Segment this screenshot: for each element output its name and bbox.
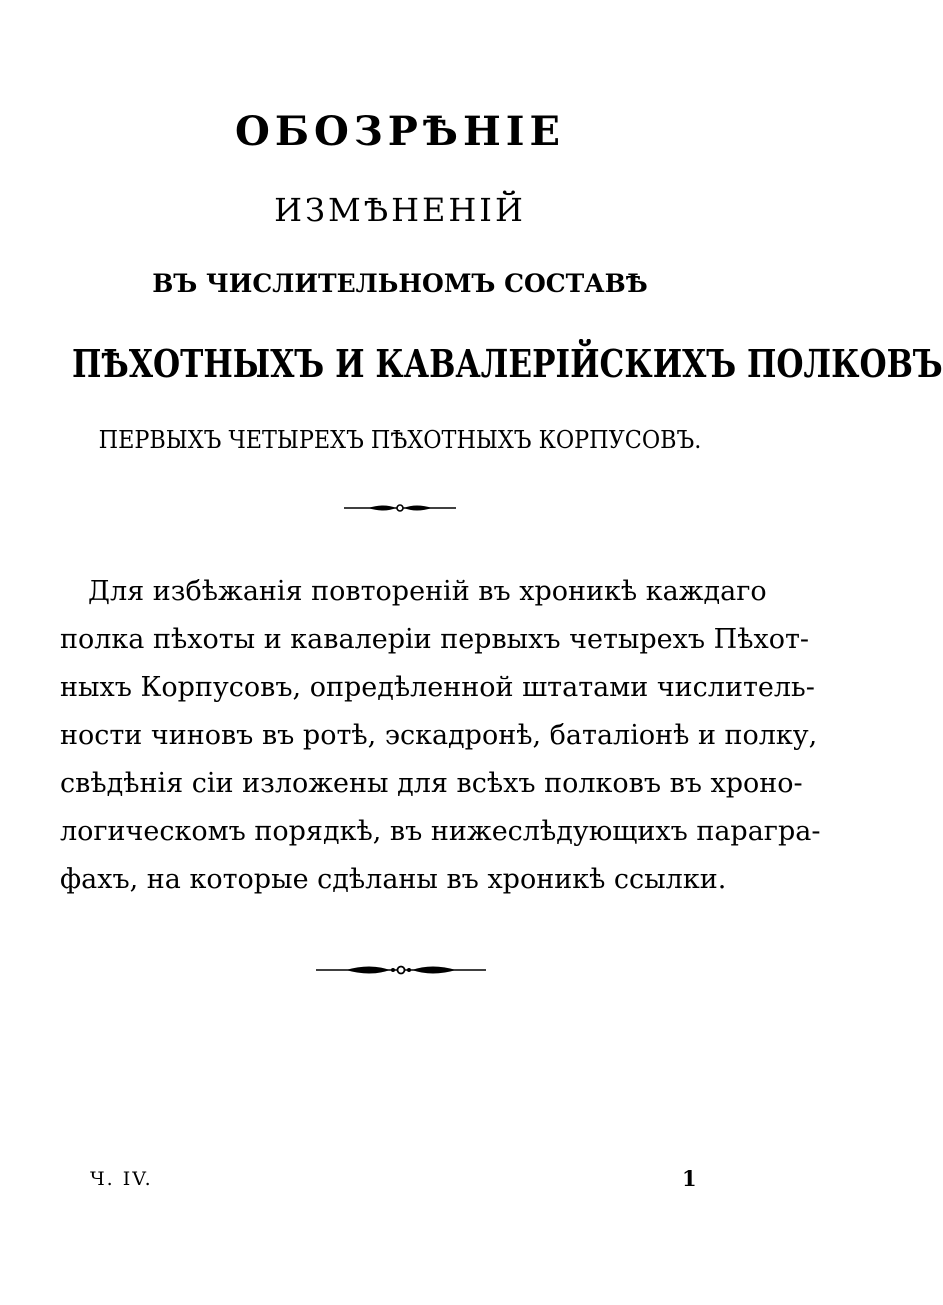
ornament-divider-top bbox=[340, 500, 460, 516]
paragraph-line: полка пѣхоты и кавалеріи первыхъ четырехъ Пѣхот- bbox=[60, 624, 810, 655]
paragraph-line: свѣдѣнія сіи изложены для всѣхъ полковъ въ хроно- bbox=[60, 768, 803, 799]
subtitle-secondary: ВЪ ЧИСЛИТЕЛЬНОМЪ СОСТАВѢ bbox=[152, 269, 648, 298]
paragraph-line: ности чиновъ въ ротѣ, эскадронѣ, баталіонѣ и полку, bbox=[60, 720, 818, 751]
paragraph-line: ныхъ Корпусовъ, опредѣленной штатами числитель- bbox=[60, 672, 815, 703]
sub-heading: ПЕРВЫХЪ ЧЕТЫРЕХЪ ПѢХОТНЫХЪ КОРПУСОВЪ. bbox=[98, 426, 702, 454]
ornament-divider-bottom bbox=[312, 960, 490, 980]
volume-marker: Ч. IV. bbox=[90, 1168, 153, 1190]
page-number: 1 bbox=[682, 1166, 697, 1191]
paragraph-line: фахъ, на которые сдѣланы въ хроникѣ ссылки. bbox=[60, 864, 727, 895]
subtitle: ИЗМѢНЕНІЙ bbox=[274, 191, 526, 229]
page-title: ОБОЗРѢНІЕ bbox=[235, 108, 565, 155]
main-heading: ПѢХОТНЫХЪ И КАВАЛЕРІЙСКИХЪ ПОЛКОВЪ bbox=[72, 341, 943, 386]
body-paragraph bbox=[60, 568, 821, 904]
paragraph-line: логическомъ порядкѣ, въ нижеслѣдующихъ парагра- bbox=[60, 816, 821, 847]
paragraph-line: Для избѣжанія повтореній въ хроникѣ каждаго bbox=[88, 576, 767, 607]
